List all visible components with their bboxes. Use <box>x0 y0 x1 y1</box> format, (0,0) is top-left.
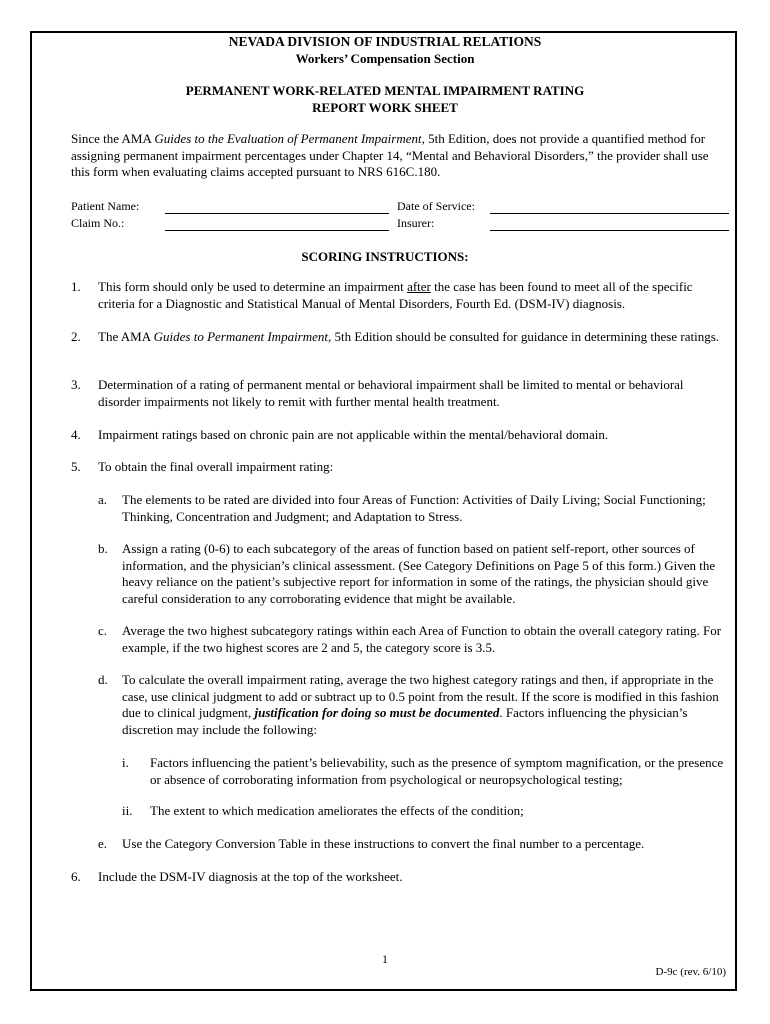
item5d-post: . Factors influencing the physician’s discretion may include the following: <box>122 705 688 737</box>
patient-name-field[interactable] <box>165 199 389 214</box>
item1-underlined: after <box>407 279 431 294</box>
item5d-ii-numeral: ii. <box>122 803 133 818</box>
item5a-text: The elements to be rated are divided into four Areas of Function: Activities of Daily Living; Social Functioning; Thinking, Concentration and Judgment; and Adaptation to Stress. <box>122 492 706 524</box>
item2-post: , 5th Edition should be consulted for guidance in determining these ratings. <box>328 329 720 344</box>
item3-text: Determination of a rating of permanent mental or behavioral impairment shall be limited to mental or behavioral disorder impairments not likely to remit with further mental health treatment. <box>98 377 684 409</box>
item6-text: Include the DSM-IV diagnosis at the top of the worksheet. <box>98 869 403 884</box>
item5-text: To obtain the final overall impairment rating: <box>98 459 334 474</box>
item5d-ii-text: The extent to which medication ameliorates the effects of the condition; <box>150 803 524 818</box>
scoring-heading: SCORING INSTRUCTIONS: <box>301 249 469 264</box>
form-code: D-9c (rev. 6/10) <box>655 966 726 978</box>
item3-number: 3. <box>71 377 81 392</box>
section-title: Workers’ Compensation Section <box>295 51 475 66</box>
claim-no-field[interactable] <box>165 216 389 231</box>
form-title-line2: REPORT WORK SHEET <box>312 100 458 115</box>
item5c-text: Average the two highest subcategory ratings within each Area of Function to obtain the overall category rating. For example, if the two highest scores are 2 and 5, the category score is 3.5. <box>122 623 722 655</box>
date-of-service-label: Date of Service: <box>397 199 475 213</box>
agency-title: NEVADA DIVISION OF INDUSTRIAL RELATIONS <box>228 34 542 49</box>
intro-guide-title: Guides to the Evaluation of Permanent Impairment <box>154 131 422 146</box>
intro-pre: Since the AMA <box>71 131 155 146</box>
claim-no-label: Claim No.: <box>71 216 125 230</box>
item5d-pre: To calculate the overall impairment rating, average the two highest category ratings and then, if appropriate in the case, use clinical judgment to add or subtract up to 0.5 point from the result. If the score is modified in this fashion due to clinical judgment, <box>122 672 719 720</box>
item1-pre: This form should only be used to determine an impairment <box>98 279 408 294</box>
item4-number: 4. <box>71 427 81 442</box>
item6-number: 6. <box>71 869 81 884</box>
item5b-text: Assign a rating (0-6) to each subcategory of the areas of function based on patient self-report, other sources of information, and the physician’s clinical assessment. (See Category Definitions on Page 5 of this form.) Given the heavy reliance on the patient’s subjective report for information in some of the ratings, the physician should give careful consideration to any corroborating evidence that might be available. <box>122 541 716 606</box>
insurer-field[interactable] <box>490 216 729 231</box>
item5d-text <box>122 672 728 738</box>
item5e-letter: e. <box>98 836 108 851</box>
item1-number: 1. <box>71 279 81 294</box>
item2-pre: The AMA <box>98 329 154 344</box>
item1-text <box>98 279 728 312</box>
item5a-letter: a. <box>98 492 108 507</box>
intro-post: , 5th Edition, does not provide a quantified method for assigning permanent impairment percentages under Chapter 14, “Mental and Behavioral Disorders,” the provider shall use this form when evaluating claims accepted pursuant to NRS 616C.180. <box>71 131 709 179</box>
intro-paragraph <box>71 131 726 181</box>
item5b-letter: b. <box>98 541 108 556</box>
item5d-i-numeral: i. <box>122 755 129 770</box>
item2-number: 2. <box>71 329 81 344</box>
form-title-line1: PERMANENT WORK-RELATED MENTAL IMPAIRMENT RATING <box>185 83 585 98</box>
item1-post: the case has been found to meet all of the specific criteria for a Diagnostic and Statistical Manual of Mental Disorders, Fourth Ed. (DSM-IV) diagnosis. <box>98 279 693 311</box>
item5d-i-text: Factors influencing the patient’s believability, such as the presence of symptom magnification, or the presence or absence of corroborating information from psychological or neuropsychological testing; <box>150 755 724 787</box>
item5-number: 5. <box>71 459 81 474</box>
item5c-letter: c. <box>98 623 108 638</box>
item5e-text: Use the Category Conversion Table in these instructions to convert the final number to a percentage. <box>122 836 645 851</box>
page-number: 1 <box>382 952 388 966</box>
patient-name-label: Patient Name: <box>71 199 140 213</box>
insurer-label: Insurer: <box>397 216 435 230</box>
item4-text: Impairment ratings based on chronic pain are not applicable within the mental/behavioral domain. <box>98 427 609 442</box>
item5d-letter: d. <box>98 672 108 687</box>
item2-text <box>98 329 728 346</box>
item2-italic: Guides to Permanent Impairment <box>153 329 329 344</box>
date-of-service-field[interactable] <box>490 199 729 214</box>
item5d-emphasis: justification for doing so must be documented <box>254 705 500 720</box>
